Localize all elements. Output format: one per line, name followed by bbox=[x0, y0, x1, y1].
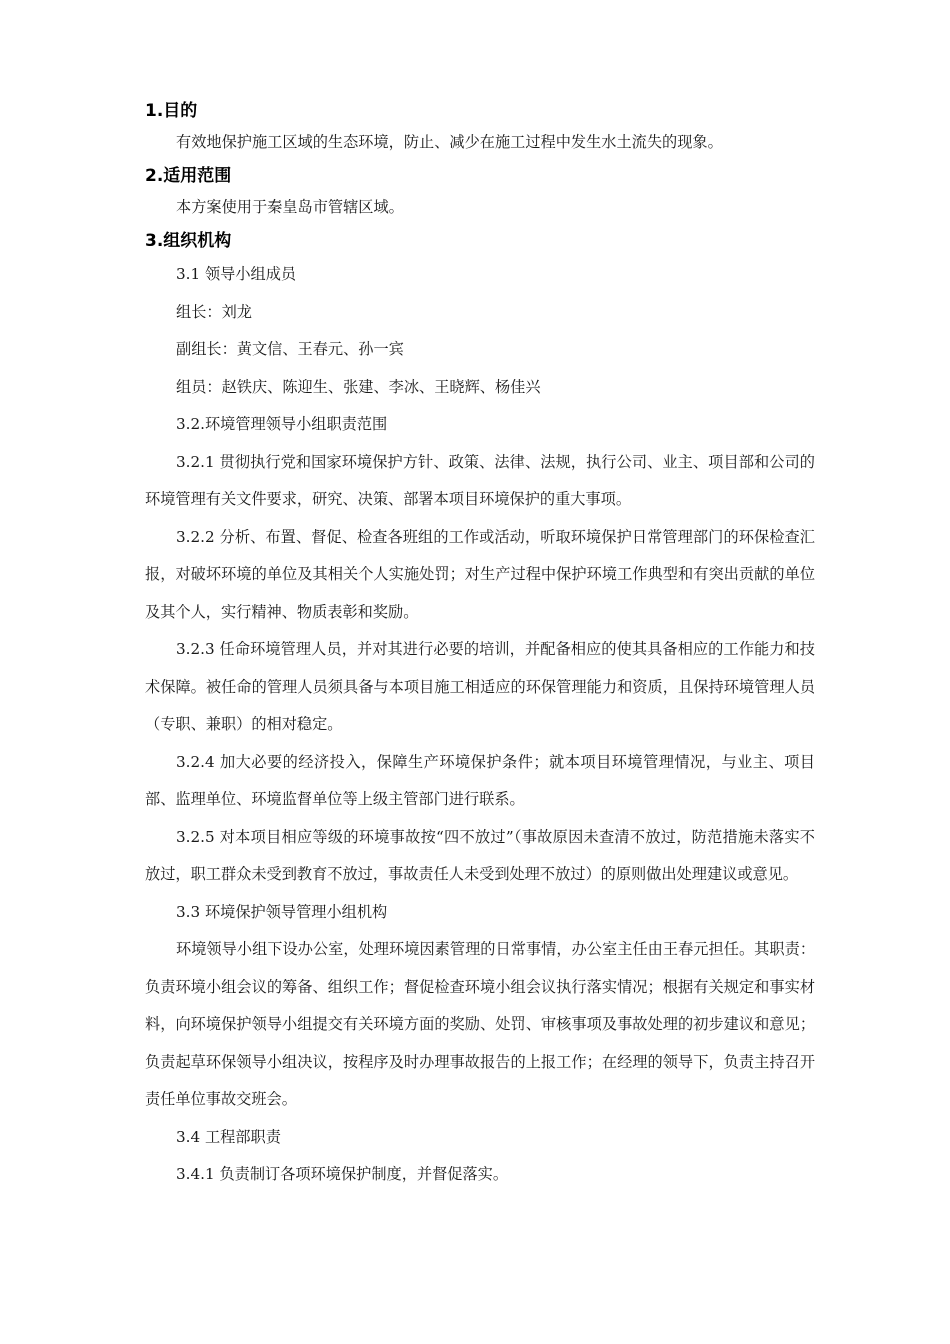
paragraph-members: 组员：赵铁庆、陈迎生、张建、李冰、王晓辉、杨佳兴 bbox=[176, 377, 541, 396]
section-2-heading: 2.适用范围 bbox=[145, 166, 232, 186]
paragraph-leader: 组长：刘龙 bbox=[176, 302, 252, 321]
paragraph-3-1: 3.1 领导小组成员 bbox=[176, 265, 297, 283]
section-1-heading: 1.目的 bbox=[145, 101, 198, 121]
paragraph-3-2-4: 3.2.4 加大必要的经济投入，保障生产环境保护条件；就本项目环境管理情况，与业主、项目部、监理单位、环境监督单位等上级主管部门进行联系。 bbox=[145, 752, 815, 808]
paragraph-3-4-1: 3.4.1 负责制订各项环境保护制度，并督促落实。 bbox=[176, 1165, 509, 1183]
section-1-text: 有效地保护施工区域的生态环境，防止、减少在施工过程中发生水土流失的现象。 bbox=[176, 133, 723, 151]
section-2-text: 本方案使用于秦皇岛市管辖区域。 bbox=[176, 198, 404, 216]
paragraph-3-2-1: 3.2.1 贯彻执行党和国家环境保护方针、政策、法律、法规，执行公司、业主、项目部和公司的环境管理有关文件要求，研究、决策、部署本项目环境保护的重大事项。 bbox=[145, 452, 815, 508]
section-3-heading: 3.组织机构 bbox=[145, 231, 232, 251]
paragraph-deputy-leader: 副组长：黄文信、王春元、孙一宾 bbox=[176, 340, 404, 358]
paragraph-3-2-3: 3.2.3 任命环境管理人员，并对其进行必要的培训，并配备相应的使其具备相应的工作能力和技术保障。被任命的管理人员须具备与本项目施工相适应的环保管理能力和资质，且保持环境管理人员（专职、兼职）的相对稳定。 bbox=[145, 640, 815, 733]
paragraph-office-duties: 环境领导小组下设办公室，处理环境因素管理的日常事情，办公室主任由王春元担任。其职责：负责环境小组会议的筹备、组织工作；督促检查环境小组会议执行落实情况；根据有关规定和事实材料，向环境保护领导小组提交有关环境方面的奖励、处罚、审核事项及事故处理的初步建议和意见；负责起草环保领导小组决议，按程序及时办理事故报告的上报工作；在经理的领导下，负责主持召开责任单位事故交班会。 bbox=[145, 940, 815, 1108]
document-page bbox=[145, 96, 815, 1194]
paragraph-3-4: 3.4 工程部职责 bbox=[176, 1127, 281, 1146]
paragraph-3-2-2: 3.2.2 分析、布置、督促、检查各班组的工作或活动，听取环境保护日常管理部门的环保检查汇报，对破坏环境的单位及其相关个人实施处罚；对生产过程中保护环境工作典型和有突出贡献的单位及其个人，实行精神、物质表彰和奖励。 bbox=[145, 527, 815, 621]
paragraph-3-2-5: 3.2.5 对本项目相应等级的环境事故按“四不放过”（事故原因未查清不放过，防范措施未落实不放过，职工群众未受到教育不放过，事故责任人未受到处理不放过）的原则做出处理建议或意见。 bbox=[145, 827, 815, 883]
paragraph-3-2: 3.2.环境管理领导小组职责范围 bbox=[176, 415, 388, 433]
paragraph-3-3: 3.3 环境保护领导管理小组机构 bbox=[176, 902, 388, 921]
